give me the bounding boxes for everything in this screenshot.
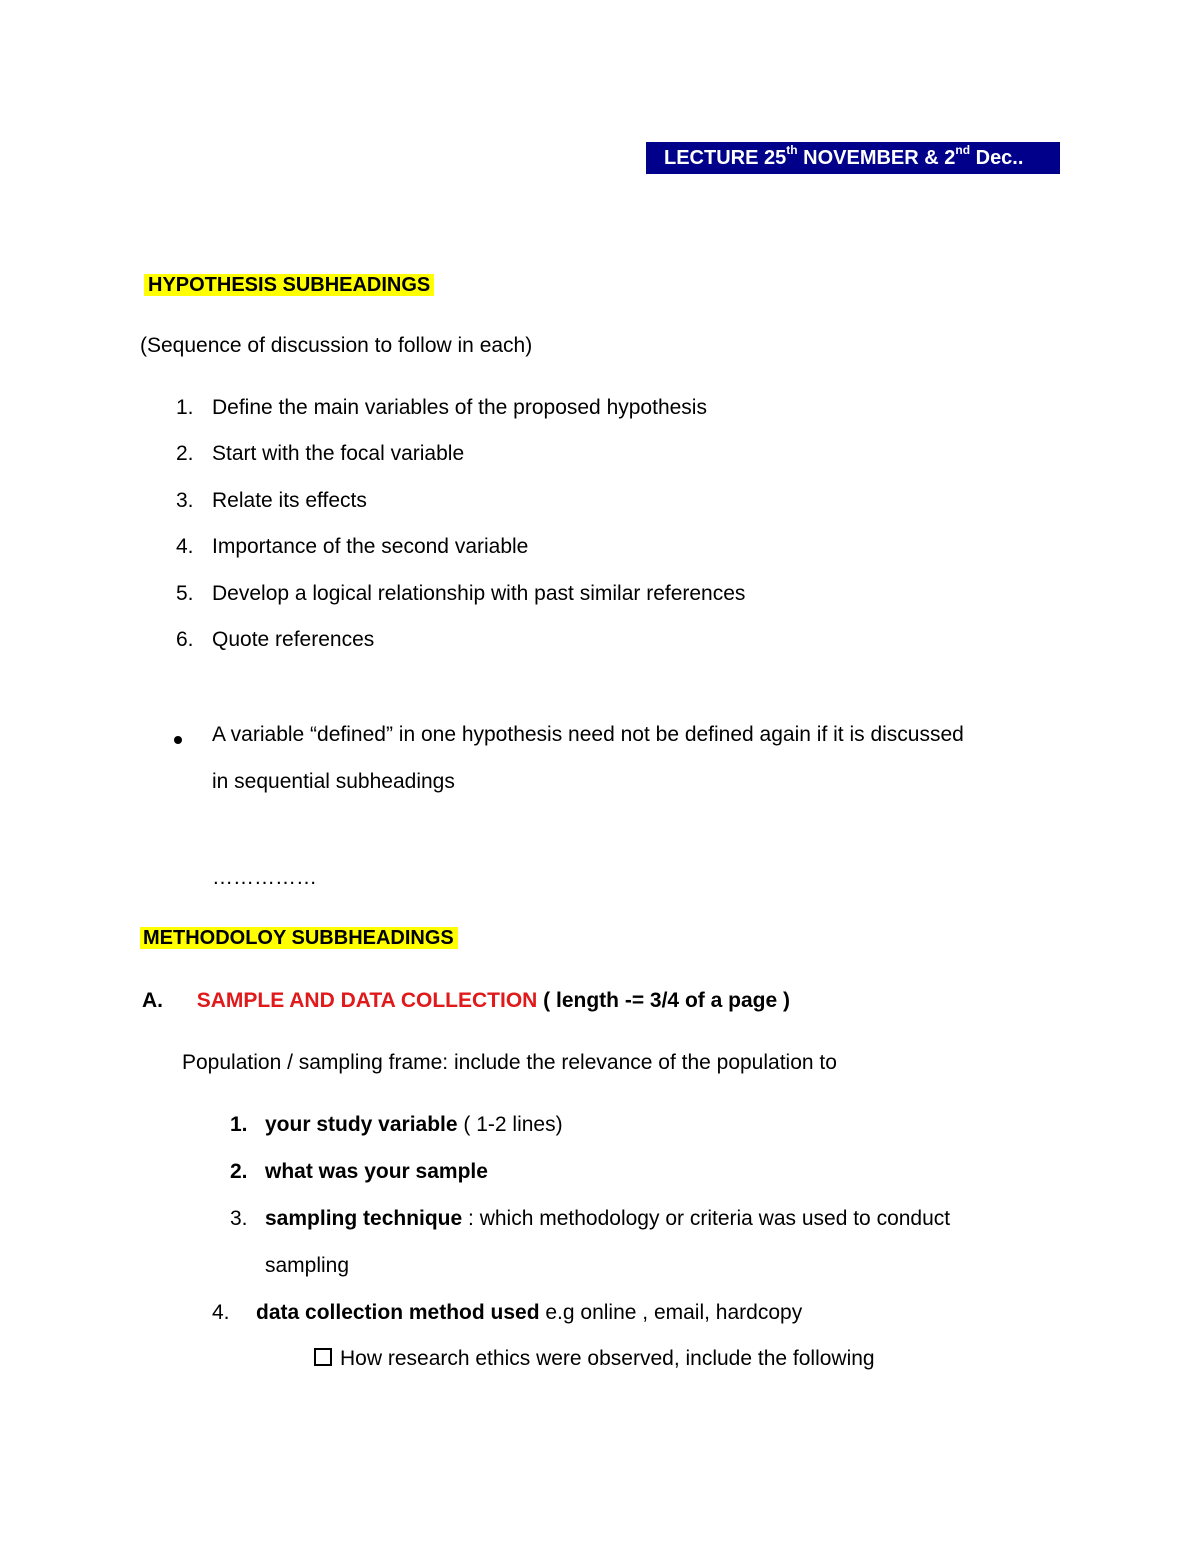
section-title: SAMPLE AND DATA COLLECTION — [196, 989, 538, 1012]
method-item-num: 2. — [230, 1160, 248, 1183]
methodology-heading: METHODOLOY SUBBHEADINGS — [140, 927, 458, 949]
hypothesis-item-text: Develop a logical relationship with past similar references — [212, 582, 746, 605]
method-item-continuation: sampling — [265, 1254, 350, 1277]
method-item-rest: e.g online , email, hardcopy — [539, 1301, 803, 1324]
title-sup-th: th — [786, 143, 798, 158]
bullet-dot-icon — [174, 731, 182, 749]
title-dec: Dec.. — [970, 147, 1024, 169]
method-item — [265, 1205, 1060, 1233]
method-item-num: 3. — [230, 1207, 248, 1230]
method-item-bold: data collection method used — [256, 1301, 540, 1324]
population-text: Population / sampling frame: include the relevance of the population to — [182, 1051, 837, 1074]
hypothesis-item-num: 2. — [176, 442, 194, 465]
hypothesis-heading-wrap — [144, 270, 434, 300]
bullet-text-line2: in sequential subheadings — [212, 770, 455, 793]
hypothesis-item-num: 1. — [176, 396, 194, 419]
hypothesis-intro: (Sequence of discussion to follow in each) — [140, 334, 533, 357]
bullet-text-line1: A variable “defined” in one hypothesis need not be defined again if it is discussed — [212, 723, 964, 746]
methodology-heading-wrap — [140, 923, 458, 953]
hypothesis-item-text: Define the main variables of the proposed hypothesis — [212, 396, 707, 419]
method-item-rest: ( 1-2 lines) — [457, 1113, 563, 1136]
title-sup-nd: nd — [955, 143, 971, 158]
method-item — [265, 1158, 488, 1186]
checkbox-icon — [314, 1348, 332, 1366]
method-item — [256, 1299, 802, 1327]
lecture-title-banner — [646, 142, 1060, 174]
ethics-text: How research ethics were observed, include the following — [340, 1347, 875, 1370]
method-item-bold: your study variable — [265, 1113, 458, 1136]
section-a-heading — [142, 987, 790, 1015]
hypothesis-item-text: Importance of the second variable — [212, 535, 529, 558]
hypothesis-item-text: Quote references — [212, 628, 375, 651]
method-item-rest: : which methodology or criteria was used to conduct — [462, 1207, 951, 1230]
section-letter: A. — [142, 989, 163, 1012]
title-november: NOVEMBER & 2 — [797, 147, 956, 169]
hypothesis-item-num: 5. — [176, 582, 194, 605]
hypothesis-heading: HYPOTHESIS SUBHEADINGS — [144, 274, 434, 296]
section-note: ( length -= 3/4 of a page ) — [537, 989, 790, 1012]
hypothesis-item-text: Start with the focal variable — [212, 442, 465, 465]
hypothesis-item-text: Relate its effects — [212, 489, 367, 512]
method-item-num: 1. — [230, 1113, 248, 1136]
hypothesis-item-num: 3. — [176, 489, 194, 512]
ethics-item — [314, 1345, 875, 1373]
separator-dots: …………… — [212, 866, 317, 889]
method-item — [265, 1111, 563, 1139]
hypothesis-item-num: 6. — [176, 628, 194, 651]
hypothesis-item-num: 4. — [176, 535, 194, 558]
method-item-num: 4. — [212, 1301, 230, 1324]
method-item-bold: what was your sample — [265, 1160, 488, 1183]
title-lecture: LECTURE 25 — [664, 147, 787, 169]
method-item-bold: sampling technique — [265, 1207, 463, 1230]
